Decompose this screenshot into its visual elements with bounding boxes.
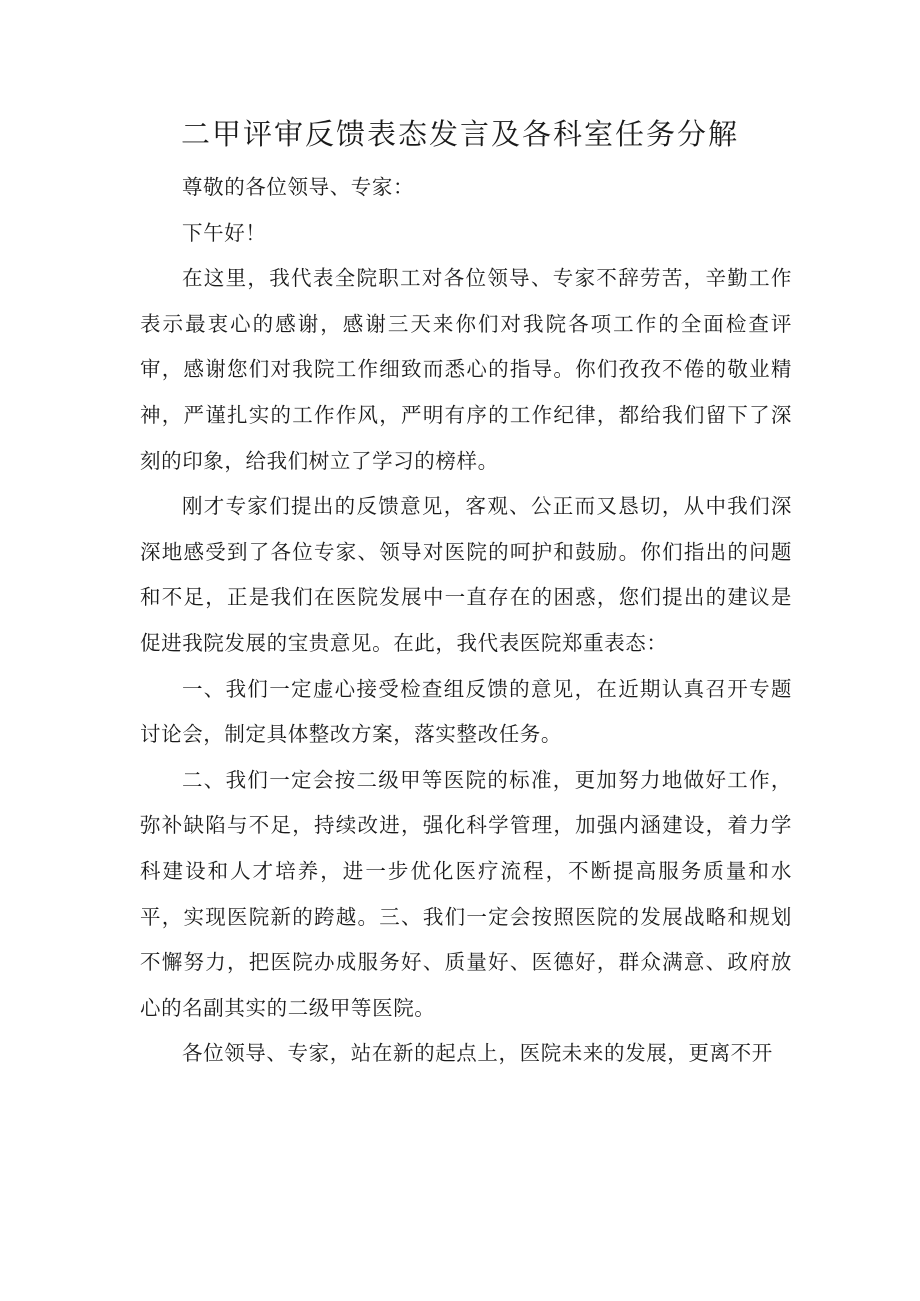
feedback-paragraph: 刚才专家们提出的反馈意见，客观、公正而又恳切，从中我们深深地感受到了各位专家、领导对医院的呵护和鼓励。你们指出的问题和不足，正是我们在医院发展中一直存在的困惑，您们提出的建议是促进我院发展的宝贵意见。在此，我代表医院郑重表态：: [140, 494, 792, 655]
closing-paragraph: 各位领导、专家，站在新的起点上，医院未来的发展，更离不开: [182, 1041, 773, 1066]
greeting-paragraph: 下午好！: [182, 220, 267, 245]
document-title: 二甲评审反馈表态发言及各科室任务分解: [180, 117, 739, 151]
salutation-paragraph: 尊敬的各位领导、专家：: [182, 175, 415, 199]
thanks-paragraph: 在这里，我代表全院职工对各位领导、专家不辞劳苦，辛勤工作表示最衷心的感谢，感谢三天来你们对我院各项工作的全面检查评审，感谢您们对我院工作细致而悉心的指导。你们孜孜不倦的敬业精神，严谨扎实的工作作风，严明有序的工作纪律，都给我们留下了深刻的印象，给我们树立了学习的榜样。: [140, 266, 792, 473]
pledge-one-paragraph: 一、我们一定虚心接受检查组反馈的意见，在近期认真召开专题讨论会，制定具体整改方案，落实整改任务。: [140, 676, 792, 747]
pledge-two-three-paragraph: 二、我们一定会按二级甲等医院的标准，更加努力地做好工作，弥补缺陷与不足，持续改进，强化科学管理，加强内涵建设，着力学科建设和人才培养，进一步优化医疗流程，不断提高服务质量和水平，实现医院新的跨越。三、我们一定会按照医院的发展战略和规划不懈努力，把医院办成服务好、质量好、医德好，群众满意、政府放心的名副其实的二级甲等医院。: [140, 767, 792, 1020]
document-body: [140, 165, 792, 1077]
